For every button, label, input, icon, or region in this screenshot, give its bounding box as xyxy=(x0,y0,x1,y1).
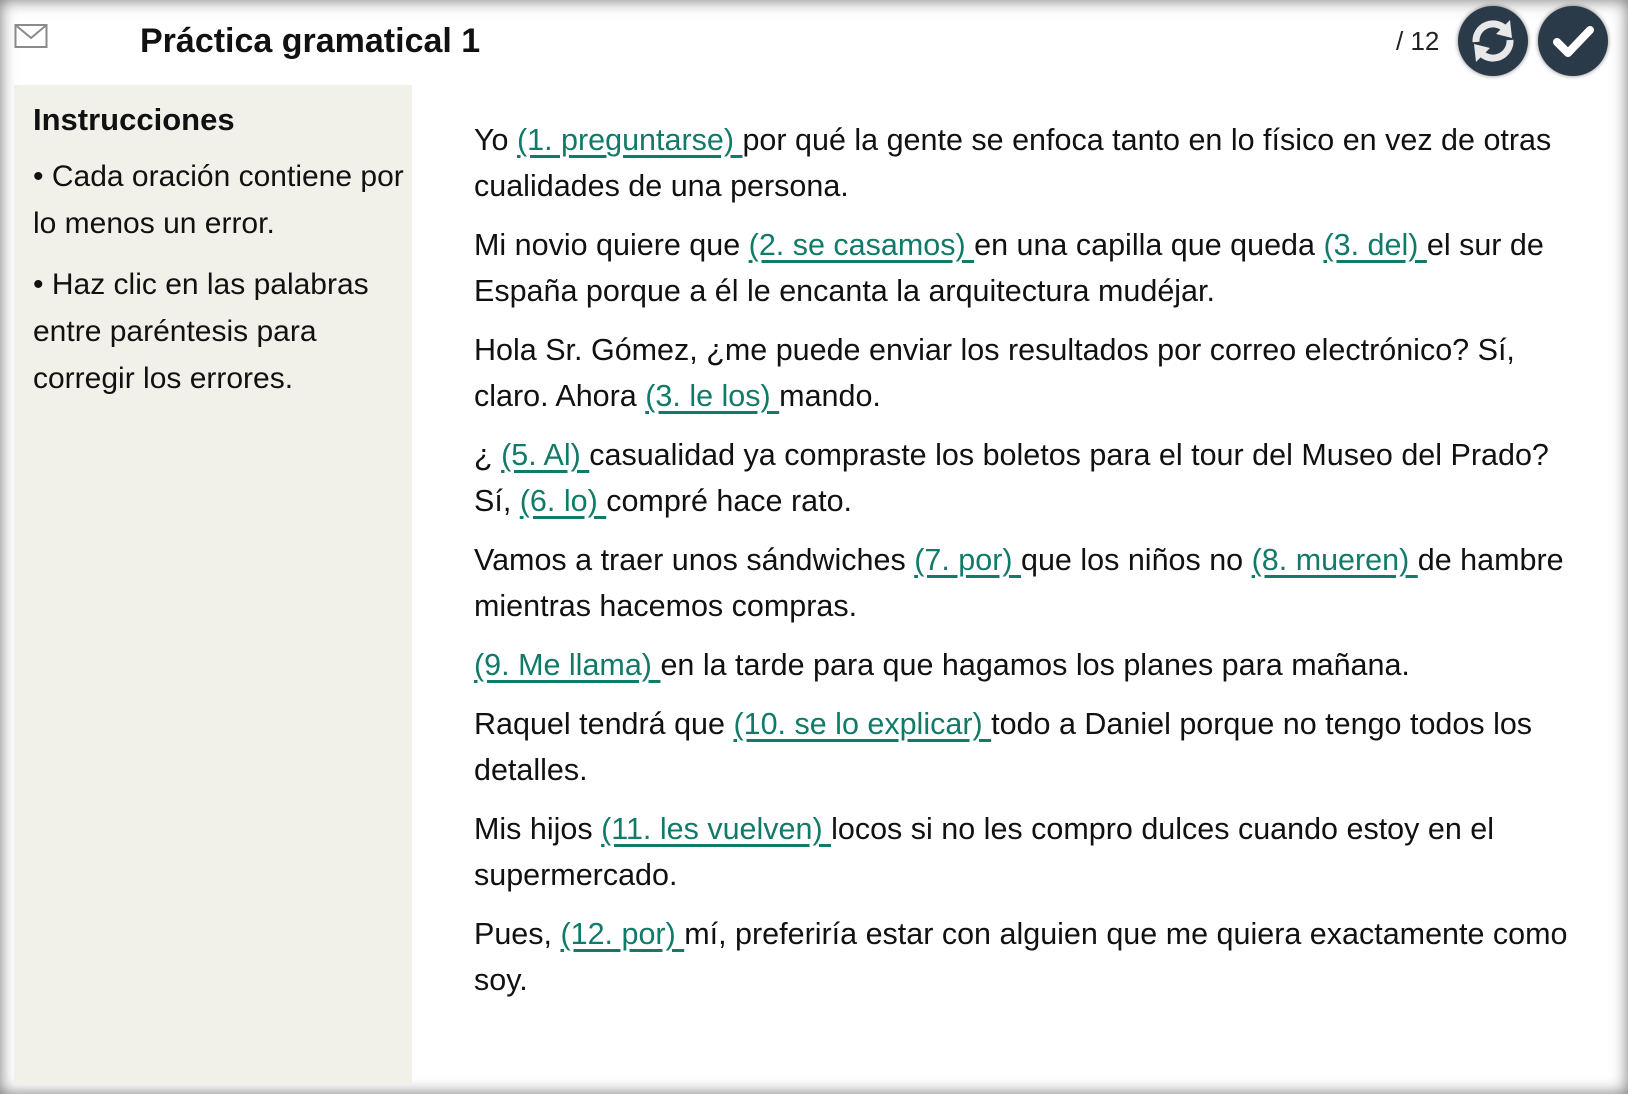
instructions-title: Instrucciones xyxy=(33,102,235,137)
sentence-text: Pues, xyxy=(474,917,561,951)
answer-blank-3[interactable]: (3. del) xyxy=(1323,228,1427,262)
sentence-text: de hambre mientras hacemos compras. xyxy=(474,543,1564,623)
answer-blank-5[interactable]: (5. Al) xyxy=(501,438,590,472)
answer-blank-2[interactable]: (2. se casamos) xyxy=(748,228,975,262)
sentence-2 xyxy=(474,222,1586,314)
instructions-panel xyxy=(14,85,412,1084)
refresh-icon xyxy=(1458,6,1528,76)
sentence-text: Mi novio quiere que xyxy=(474,228,749,262)
sentence-text: Yo xyxy=(474,123,517,157)
answer-blank-6[interactable]: (6. lo) xyxy=(519,484,607,518)
sentence-4 xyxy=(474,432,1586,524)
sentence-text: compré hace rato. xyxy=(606,484,853,518)
answer-blank-7[interactable]: (7. por) xyxy=(914,543,1021,577)
header-bar xyxy=(0,0,1628,84)
answer-blank-9[interactable]: (9. Me llama) xyxy=(474,648,661,682)
sentence-text: locos si no les compro dulces cuando estoy en el supermercado. xyxy=(474,812,1495,892)
sentence-text: ¿ xyxy=(474,438,502,472)
sentence-text: el sur de España porque a él le encanta la arquitectura mudéjar. xyxy=(474,228,1544,308)
answer-blank-1[interactable]: (1. preguntarse) xyxy=(516,123,743,157)
sentence-text: Hola Sr. Gómez, ¿me puede enviar los resultados por correo electrónico? Sí, claro. Ahora xyxy=(474,333,1515,413)
sentence-text: en una capilla que queda xyxy=(974,228,1324,262)
sentence-1 xyxy=(474,117,1586,209)
check-button[interactable] xyxy=(1538,6,1608,76)
page-title: Práctica gramatical 1 xyxy=(140,22,481,60)
sentence-text: que los niños no xyxy=(1021,543,1252,577)
answer-blank-12[interactable]: (12. por) xyxy=(560,917,685,951)
instruction-item: • Haz clic en las palabras entre paréntesis para corregir los errores. xyxy=(33,268,369,395)
exercise-text xyxy=(474,117,1586,1016)
sentence-8 xyxy=(474,806,1586,898)
sentence-text: todo a Daniel porque no tengo todos los detalles. xyxy=(474,707,1533,787)
answer-blank-11[interactable]: (11. les vuelven) xyxy=(601,812,832,846)
reset-button[interactable] xyxy=(1458,6,1528,76)
sentence-9 xyxy=(474,911,1586,1003)
sentence-text: por qué la gente se enfoca tanto en lo físico en vez de otras cualidades de una persona. xyxy=(474,123,1552,203)
instruction-item: • Cada oración contiene por lo menos un error. xyxy=(33,160,404,240)
checkmark-icon xyxy=(1538,6,1608,76)
sentence-text: Mis hijos xyxy=(474,812,602,846)
answer-blank-8[interactable]: (8. mueren) xyxy=(1251,543,1418,577)
question-counter: / 12 xyxy=(1396,26,1440,56)
sentence-text: Raquel tendrá que xyxy=(474,707,734,741)
sentence-text: mando. xyxy=(779,379,881,413)
sentence-7 xyxy=(474,701,1586,793)
answer-blank-4[interactable]: (3. le los) xyxy=(645,379,780,413)
answer-blank-10[interactable]: (10. se lo explicar) xyxy=(733,707,992,741)
sentence-6 xyxy=(474,642,1586,688)
sentence-text: en la tarde para que hagamos los planes para mañana. xyxy=(660,648,1410,682)
sentence-text: Vamos a traer unos sándwiches xyxy=(474,543,915,577)
sentence-5 xyxy=(474,537,1586,629)
mail-icon[interactable] xyxy=(14,22,48,52)
sentence-text: casualidad ya compraste los boletos para el tour del Museo del Prado? Sí, xyxy=(474,438,1549,518)
sentence-text: mí, preferiría estar con alguien que me quiera exactamente como soy. xyxy=(474,917,1568,997)
sentence-3 xyxy=(474,327,1586,419)
